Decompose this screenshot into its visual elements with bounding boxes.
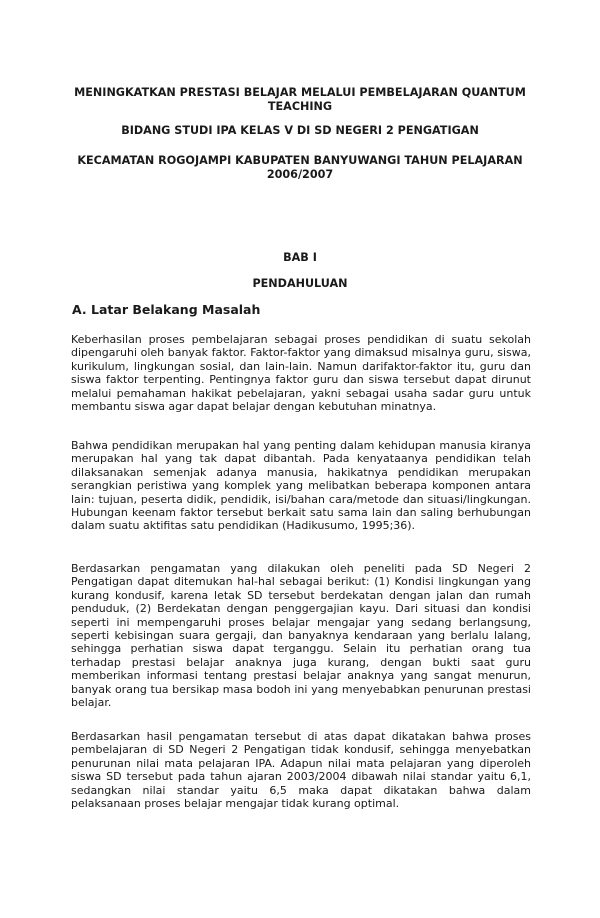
paragraph-2: Bahwa pendidikan merupakan hal yang penting dalam kehidupan manusia kiranya merupakan hal yang tak dapat dibantah. Pada kenyataanya pendidikan telah dilaksanakan semenjak adanya manusia, hakikatnya pendidikan merupakan serangkian peristiwa yang komplek yang melibatkan beberapa komponen antara lain: tujuan, peserta didik, pendidik, isi/bahan cara/metode dan situasi/lingkungan. Hubungan keenam faktor tersebut berkait satu sama lain dan saling berhubungan dalam suatu aktifitas satu pendidikan (Hadikusumo, 1995;36). bbox=[71, 439, 531, 533]
paragraph-4: Berdasarkan hasil pengamatan tersebut di atas dapat dikatakan bahwa proses pembelajaran di SD Negeri 2 Pengatigan tidak kondusif, sehingga menyebatkan penurunan nilai mata pelajaran IPA. Adapun nilai mata pelajaran yang diperoleh siswa SD tersebut pada tahun ajaran 2003/2004 dibawah nilai standar yaitu 6,1, sedangkan nilai standar yaitu 6,5 maka dapat dikatakan bahwa dalam pelaksanaan proses belajar mengajar tidak kurang optimal. bbox=[71, 730, 531, 811]
chapter-number: BAB I bbox=[283, 251, 317, 264]
paragraph-1: Keberhasilan proses pembelajaran sebagai proses pendidikan di suatu sekolah dipengaruhi oleh banyak faktor. Faktor-faktor yang dimaksud misalnya guru, siswa, kurikulum, lingkungan sosial, dan lain-lain. Namun darifaktor-faktor itu, guru dan siswa faktor terpenting. Pentingnya faktor guru dan siswa tersebut dapat dirunut melalui pemahaman hakikat pebelajaran, yakni sebagai usaha sadar guru untuk membantu siswa agar dapat belajar dengan kebutuhan minatnya. bbox=[71, 333, 531, 414]
document-subtitle-subject: BIDANG STUDI IPA KELAS V DI SD NEGERI 2 PENGATIGAN bbox=[121, 124, 479, 137]
document-subtitle-location: KECAMATAN ROGOJAMPI KABUPATEN BANYUWANGI TAHUN PELAJARAN 2006/2007 bbox=[77, 154, 523, 181]
chapter-title: PENDAHULUAN bbox=[252, 277, 348, 290]
section-heading: A. Latar Belakang Masalah bbox=[72, 302, 261, 317]
paragraph-3: Berdasarkan pengamatan yang dilakukan oleh peneliti pada SD Negeri 2 Pengatigan dapat ditemukan hal-hal sebagai berikut: (1) Kondisi lingkungan yang kurang kondusif, karena letak SD tersebut berdekatan dengan jalan dan rumah penduduk, (2) Berdekatan dengan penggergajian kayu. Dari situasi dan kondisi seperti ini mempengaruhi proses belajar mengajar yang sedang berlangsung, seperti kebisingan suara gergaji, dan banyaknya kendaraan yang berlalu lalang, sehingga perhatian siswa dapat terganggu. Selain itu perhatian orang tua terhadap prestasi belajar anaknya juga kurang, dengan bukti saat guru memberikan informasi tentang prestasi belajar anaknya yang sangat menurun, banyak orang tua bersikap masa bodoh ini yang menyebabkan penurunan prestasi belajar. bbox=[71, 562, 531, 710]
document-title: MENINGKATKAN PRESTASI BELAJAR MELALUI PEMBELAJARAN QUANTUM TEACHING bbox=[74, 86, 526, 113]
